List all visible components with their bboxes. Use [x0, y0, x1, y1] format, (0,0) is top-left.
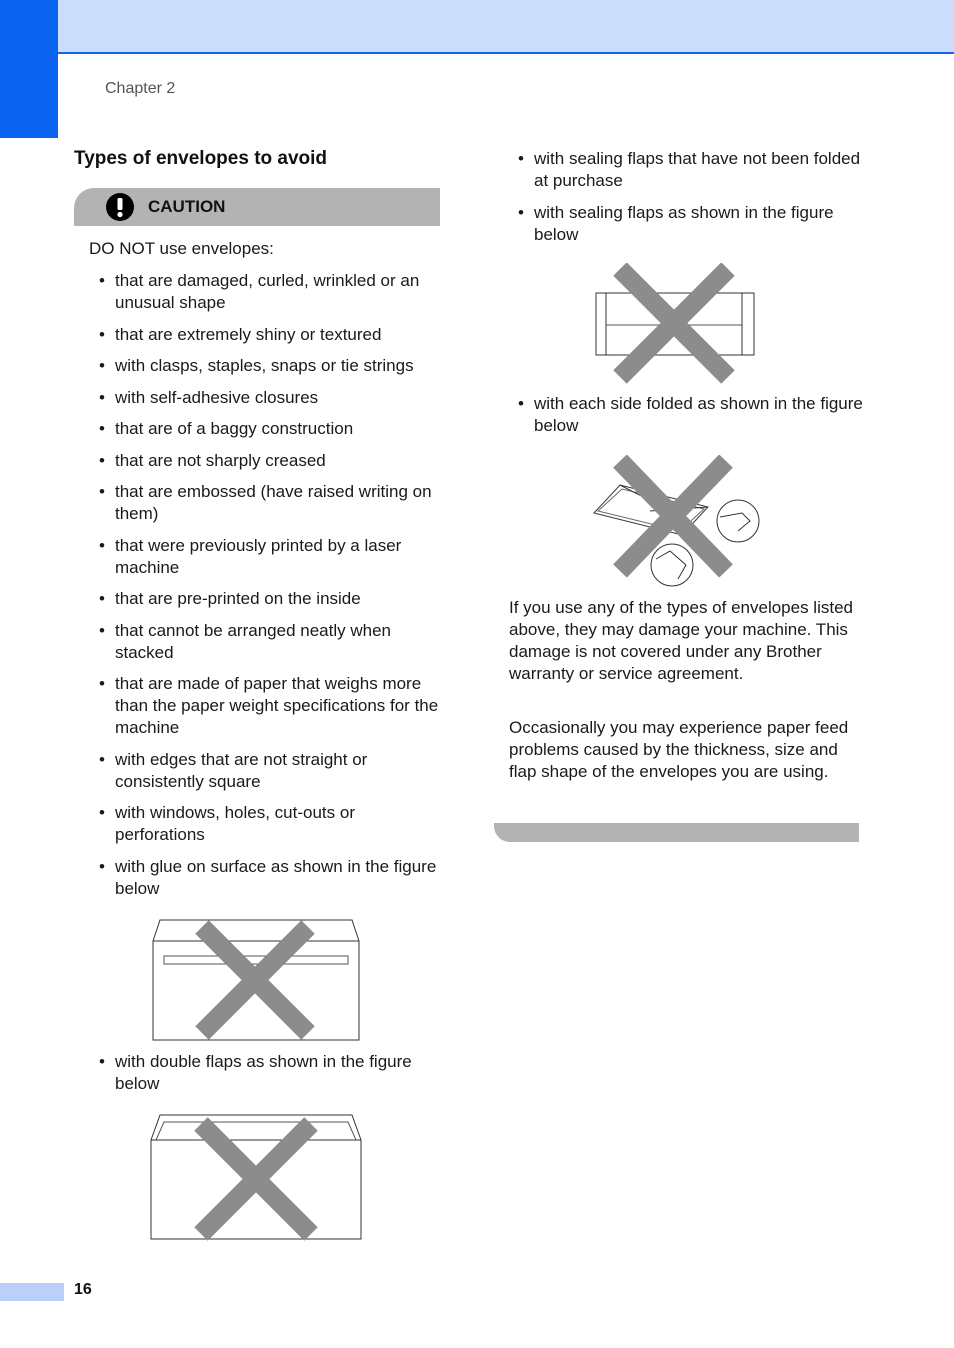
- feed-problems-paragraph: Occasionally you may experience paper feed problems caused by the thickness, size and flap shape of the envelopes you are using.: [509, 718, 849, 781]
- list-item: • with windows, holes, cut-outs or perforations: [99, 802, 444, 846]
- caution-end-bar: [494, 823, 859, 842]
- list-item: • that are embossed (have raised writing on them): [99, 481, 444, 525]
- exclamation-icon: [106, 193, 134, 221]
- page-tab: [0, 1283, 64, 1301]
- folded-sides-envelope-figure: [590, 455, 765, 587]
- glue-envelope-figure: [150, 917, 364, 1043]
- list-item: • with glue on surface as shown in the figure below: [99, 856, 444, 900]
- list-item: • that were previously printed by a laser machine: [99, 535, 444, 579]
- list-item: • with double flaps as shown in the figure below: [99, 1051, 444, 1095]
- list-item: • that are pre-printed on the inside: [99, 588, 444, 610]
- list-item: • with edges that are not straight or consistently square: [99, 749, 444, 793]
- list-item: • that cannot be arranged neatly when stacked: [99, 620, 444, 664]
- chapter-label: Chapter 2: [105, 80, 176, 97]
- list-item: • with clasps, staples, snaps or tie strings: [99, 355, 444, 377]
- list-item: • that are made of paper that weighs more than the paper weight specifications for the machine: [99, 673, 444, 739]
- avoid-list-continued: [99, 1051, 444, 1095]
- warning-paragraph: If you use any of the types of envelopes listed above, they may damage your machine. This damage is not covered under any Brother warranty or service agreement.: [509, 598, 853, 683]
- list-item: • with sealing flaps as shown in the figure below: [518, 202, 863, 246]
- double-flap-envelope-figure: [148, 1112, 364, 1242]
- list-item: • with sealing flaps that have not been folded at purchase: [518, 148, 863, 192]
- list-item: • that are extremely shiny or textured: [99, 324, 444, 346]
- intro-text: DO NOT use envelopes:: [89, 239, 274, 258]
- side-flap-envelope-figure: [594, 263, 756, 385]
- avoid-list-right: [518, 148, 863, 255]
- avoid-list: [99, 270, 444, 909]
- header-band: [58, 0, 954, 54]
- list-item: • with self-adhesive closures: [99, 387, 444, 409]
- caution-banner: [74, 188, 440, 226]
- list-item: • that are of a baggy construction: [99, 418, 444, 440]
- list-item: • that are damaged, curled, wrinkled or an unusual shape: [99, 270, 444, 314]
- section-title: Types of envelopes to avoid: [74, 148, 328, 169]
- list-item: • that are not sharply creased: [99, 450, 444, 472]
- caution-label: CAUTION: [148, 197, 226, 216]
- chapter-tab: [0, 0, 58, 138]
- avoid-list-right-continued: [518, 393, 863, 437]
- page-number: 16: [74, 1281, 92, 1298]
- list-item: • with each side folded as shown in the figure below: [518, 393, 863, 437]
